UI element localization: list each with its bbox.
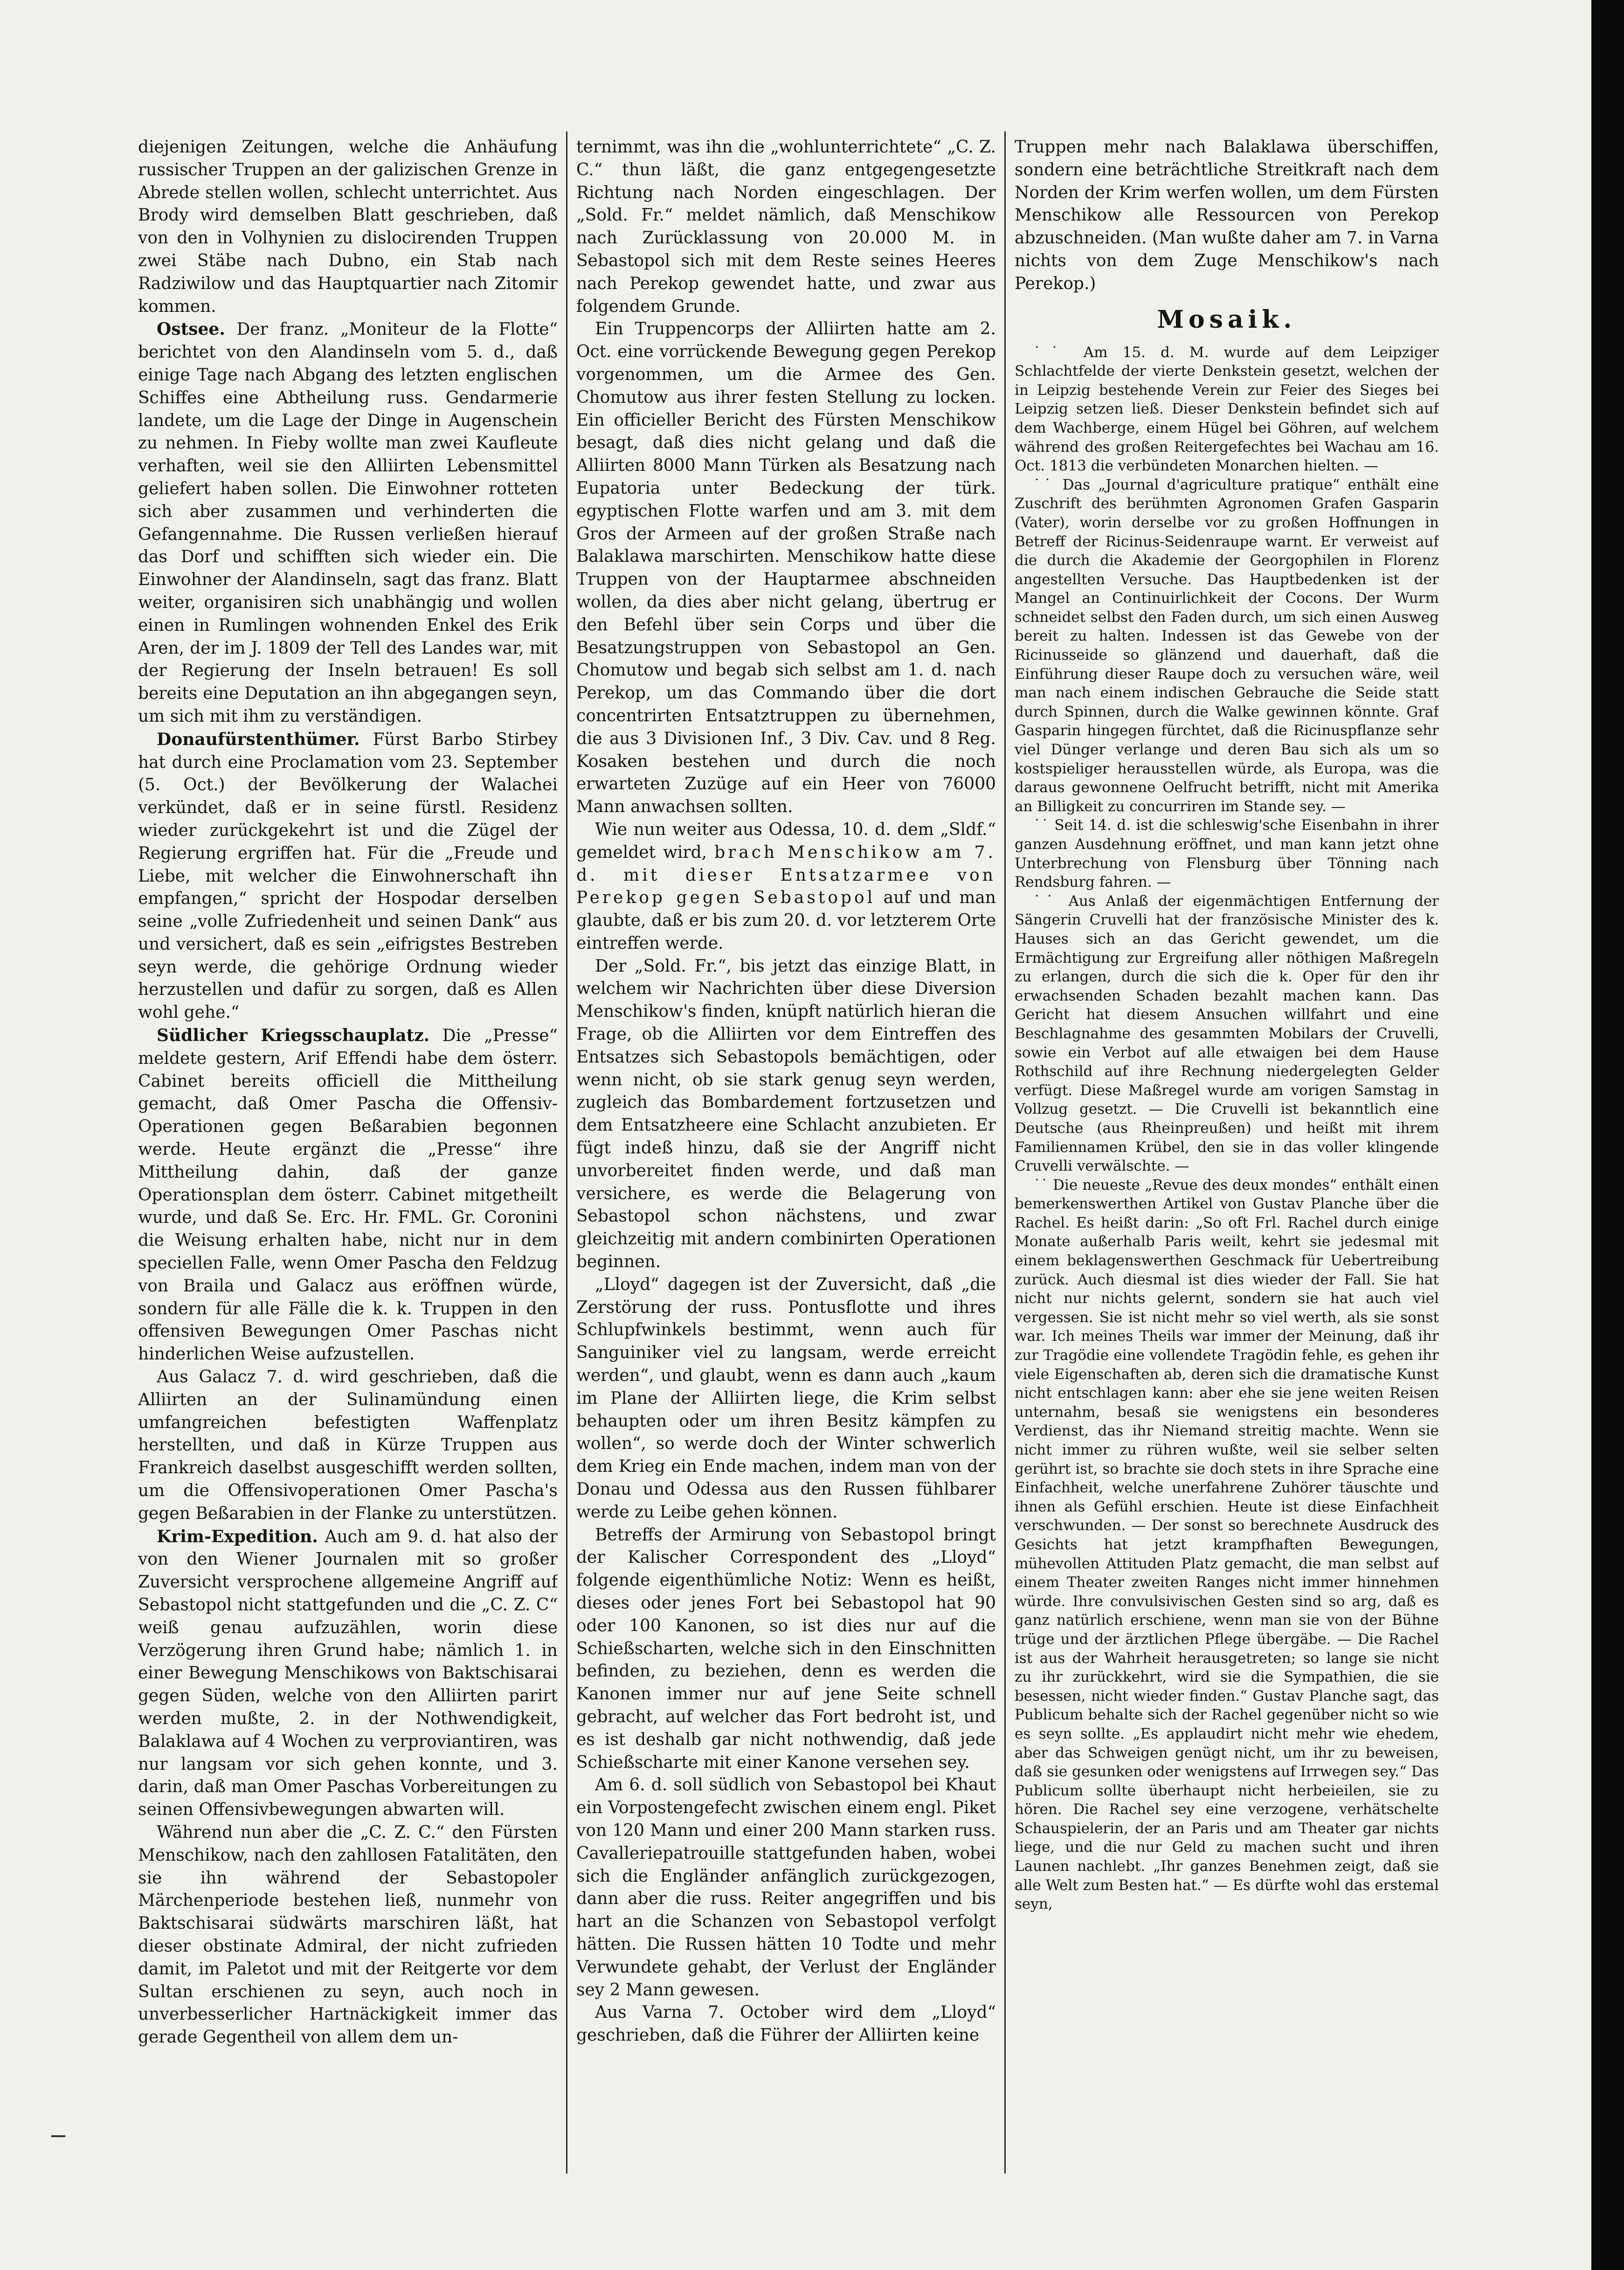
paragraph: [576, 819, 996, 955]
section-title-mosaik: Mosaik.: [1157, 305, 1297, 334]
mosaik-item: ˙˙ Am 15. d. M. wurde auf dem Leipziger Schlachtfelde der vierte Denkstein gesetzt, welchen der in Leipzig bestehende Verein zur Feier des Sieges bei Leipzig setzen ließ. Dieser Denkstein befindet sich auf dem Wachberge, einem Hügel bei Göhren, auf welchem während des großen Reitergefechtes bei Wachau am 16. Oct. 1813 die verbündeten Monarchen hielten. —: [1015, 344, 1439, 475]
paragraph: Aus Galacz 7. d. wird geschrieben, daß die Alliirten an der Sulinamündung einen umfangreichen befestigten Waffenplatz herstellten, und daß in Kürze Truppen aus Frankreich daselbst ausgeschifft werden sollten, um die Offensivoperationen Omer Pascha's gegen Beßarabien in der Flanke zu unterstützen.: [138, 1367, 558, 1523]
paragraph: Betreffs der Armirung von Sebastopol bringt der Kalischer Correspondent des „Lloyd“ folgende eigenthümliche Notiz: Wenn es heißt, dieses oder jenes Fort bei Sebastopol hat 90 oder 100 Kanonen, so ist dies nur auf die Schießscharten, welche sich in den Einschnitten befinden, zu beziehen, denn es werden die Kanonen immer nur auf jene Seite schnell gebracht, auf welcher das Fort bedroht ist, und es ist deshalb gar nicht nothwendig, daß jede Schießscharte mit einer Kanone versehen sey.: [576, 1525, 996, 1772]
section-heading: Krim-Expedition.: [157, 1526, 318, 1546]
section-text: Auch am 9. d. hat also der von den Wiener Journalen mit so großer Zuversicht versprochene allgemeine Angriff auf Sebastopol nicht stattgefunden und die „C. Z. C“ weiß genau aufzuzählen, worin diese Verzögerung ihren Grund habe; nämlich 1. in einer Bewegung Menschikows von Baktschisarai gegen Süden, welche von den Alliirten parirt werden mußte, 2. in der Nothwendigkeit, Balaklawa auf 4 Wochen zu verproviantiren, was nur langsam vor sich gehen konnte, und 3. darin, daß man Omer Paschas Vorbereitungen zu seinen Offensivbewegungen abwarten will.: [138, 1527, 558, 1820]
column-1: [138, 136, 558, 2169]
paragraph: „Lloyd“ dagegen ist der Zuversicht, daß „die Zerstörung der russ. Pontusflotte und ihres Schlupfwinkels bestimmt, wenn auch für Sanguiniker viel zu langsam, werde erreicht werden“, und glaubt, wenn es dann auch „kaum im Plane der Alliirten liege, die Krim selbst behaupten oder um ihren Besitz kämpfen zu wollen“, so werde doch der Winter schwerlich dem Krieg ein Ende machen, indem man von der Donau und Odessa aus den Russen fühlbarer werde zu Leibe gehen können.: [576, 1275, 996, 1522]
section-text: Fürst Barbo Stirbey hat durch eine Proclamation vom 23. September (5. Oct.) der Bevölkerung der Walachei verkündet, daß er in seine fürstl. Residenz wieder zurückgekehrt ist und die Zügel der Regierung ergriffen hat. Für die „Freude und Liebe, mit welcher die Einwohnerschaft ihn empfangen,“ spricht der Hospodar derselben seine „volle Zufriedenheit und seinen Dank“ aus und versichert, daß es sein „eifrigstes Bestreben seyn werde, die gehörige Ordnung wieder herzustellen und dafür zu sorgen, daß es Allen wohl gehe.“: [138, 730, 558, 1022]
section-text: Die „Presse“ meldete gestern, Arif Effendi habe dem österr. Cabinet bereits officiell die Mittheilung gemacht, daß Omer Pascha die Offensiv-Operationen gegen Beßarabien begonnen werde. Heute ergänzt die „Presse“ ihre Mittheilung dahin, daß der ganze Operationsplan dem österr. Cabinet mitgetheilt wurde, und daß Se. Erc. Hr. FML. Gr. Coronini die Weisung erhalten habe, nicht nur in dem speciellen Falle, wenn Omer Pascha den Feldzug von Braila und Galacz aus eröffnen würde, sondern für alle Fälle die k. k. Truppen in den offensiven Bewegungen Omer Paschas nicht hinderlichen Weise aufzustellen.: [138, 1026, 558, 1364]
paragraph: Während nun aber die „C. Z. C.“ den Fürsten Menschikow, nach den zahllosen Fatalitäten, den sie ihn während der Sebastopoler Märchenperiode bestehen ließ, nunmehr von Baktschisarai südwärts marschiren läßt, hat dieser obstinate Admiral, der nicht zufrieden damit, im Paletot und mit der Reitgerte vor dem Sultan erschienen zu seyn, auch noch in unverbesserlicher Hartnäckigkeit immer das gerade Gegentheil von allem dem un-: [138, 1822, 558, 2047]
scan-edge: [1591, 0, 1624, 2270]
section-heading: Südlicher Kriegsschauplatz.: [157, 1026, 430, 1046]
paragraph: Truppen mehr nach Balaklawa überschiffen, sondern eine beträchtliche Streitkraft nach dem Norden der Krim werfen wollen, um dem Fürsten Menschikow alle Ressourcen von Perekop abzuschneiden. (Man wußte daher am 7. in Varna nichts von dem Zuge Menschikow's nach Perekop.): [1015, 138, 1439, 293]
section-ostsee: [138, 318, 558, 728]
section-heading: Ostsee.: [157, 319, 225, 339]
paragraph: Aus Varna 7. October wird dem „Lloyd“ geschrieben, daß die Führer der Alliirten keine: [576, 2003, 996, 2045]
mosaik-item: ˙˙ Seit 14. d. ist die schleswig'sche Eisenbahn in ihrer ganzen Ausdehnung eröffnet, und man kann jetzt ohne Unterbrechung von Flensburg über Tönning nach Rendsburg fahren. —: [1015, 817, 1439, 891]
mosaik-item: ˙˙ Aus Anlaß der eigenmächtigen Entfernung der Sängerin Cruvelli hat der französische Minister des k. Hauses sich an das Gericht gewendet, um die Ermächtigung zur Ergreifung aller nöthigen Maßregeln zu erlangen, durch die sich die k. Oper für den ihr erwachsenden Schaden bezahlt machen kann. Das Gericht hat diesem Ansuchen willfahrt und eine Beschlagnahme des gesammten Mobilars der Cruvelli, sowie ein Verbot auf alle etwaigen bei dem Hause Rothschild auf ihre Rechnung niedergelegten Gelder verfügt. Diese Maßregel wurde am vorigen Samstag in Vollzug gesetzt. — Die Cruvelli ist bekanntlich eine Deutsche (aus Rheinpreußen) und heißt mit ihrem Familiennamen Krübel, den sie in das voller klingende Cruvelli verwälschte. —: [1015, 892, 1439, 1175]
section-sued: [138, 1024, 558, 1366]
column-3: [1015, 136, 1439, 2169]
column-rule-2: [1004, 131, 1006, 2173]
mosaik-item: ˙˙ Das „Journal d'agriculture pratique“ enthält eine Zuschrift des berühmten Agronomen Grafen Gasparin (Vater), worin derselbe vor zu großen Hoffnungen in Betreff der Ricinus-Seidenraupe warnt. Er verweist auf die durch die Akademie der Georgophilen in Florenz angestellten Versuche. Das Hauptbedenken ist der Mangel an Continuirlichkeit der Cocons. Der Wurm schneidet selbst den Faden durch, um sich einen Ausweg bereit zu halten. Indessen ist das Gewebe von der Ricinusseide so glänzend und dauerhaft, daß die Einführung dieser Raupe doch zu versuchen wäre, weil man nach einem indischen Gebrauche die Seide statt durch Spinnen, durch die Walke gewinnen könnte. Graf Gasparin hingegen fürchtet, daß die Ricinuspflanze sehr viel Dünger verlange und deren Bau sich als um so kostspieliger herausstellen würde, als Europa, was die daraus gewonnene Oelfrucht betrifft, nicht mit Amerika an Billigkeit zu concurriren im Stande sey. —: [1015, 476, 1439, 815]
column-rule-1: [566, 131, 567, 2173]
newspaper-page: [138, 136, 1439, 2169]
paragraph: Der „Sold. Fr.“, bis jetzt das einzige Blatt, in welchem wir Nachrichten über diese Diversion Menschikow's finden, knüpft natürlich hieran die Frage, ob die Alliirten vor dem Eintreffen des Entsatzes sich Sebastopols bemächtigen, oder wenn nicht, ob sie stark genug seyn werden, zugleich das Bombardement fortzusetzen und dem Entsatzheere eine Schlacht anzubieten. Er fügt indeß hinzu, daß sie der Angriff nicht unvorbereitet finden werde, und daß man versichere, es werde die Belagerung von Sebastopol schon nächstens, und zwar gleichzeitig mit andern combinirten Operationen beginnen.: [576, 956, 996, 1272]
emphasized-text: brach Menschikow am 7. d. mit dieser Entsatzarmee von Perekop gegen Sebastopol: [576, 842, 996, 908]
section-donau: [138, 728, 558, 1024]
section-heading: Donaufürstenthümer.: [157, 729, 360, 749]
mosaik-item: ˙˙ Die neueste „Revue des deux mondes“ enthält einen bemerkenswerthen Artikel von Gustav Planche über die Rachel. Es heißt darin: „So oft Frl. Rachel durch einige Monate außerhalb Paris weilt, kehrt sie jedesmal mit einem beklagenswerthen Geschmack für Uebertreibung zurück. Auch diesmal ist dies wieder der Fall. Sie hat nicht nur nichts gelernt, sondern sie hat auch viel vergessen. Sie ist nicht mehr so viel werth, als sie sonst war. Ich meines Theils war immer der Meinung, daß ihr zur Tragödie eine vollendete Tragödin fehle, es gehen ihr viele Eigenschaften ab, deren sich die dramatische Kunst nicht entschlagen kann: aber ehe sie jene weiten Reisen unternahm, besaß sie wenigstens ein besonderes Verdienst, das ihr Niemand streitig machte. Wenn sie nicht immer zu rühren wußte, weil sie selber selten gerührt ist, so brachte sie doch stets in ihre Sprache eine Einfachheit, welche unerfahrene Zuhörer täuschte und ihnen als Gefühl erschien. Heute ist diese Einfachheit verschwunden. — Der sonst so berechnete Ausdruck des Gesichts hat jetzt krampfhaften Bewegungen, mühevollen Attituden Platz gemacht, die man selbst auf einem Theater zweiten Ranges nicht immer hinnehmen würde. Ihre convulsivischen Gesten sind so arg, daß es ganz natürlich erschiene, wenn man sie von der Bühne trüge und der ärztlichen Pflege übergäbe. — Die Rachel ist aus der Wahrheit herausgetreten; so lange sie nicht zu ihr zurückkehrt, wird sie die Sympathien, die sie besessen, nicht wieder finden.“ Gustav Planche sagt, das Publicum behalte sich der Rachel gegenüber nicht so wie es seyn sollte. „Es applaudirt nicht mehr wie ehedem, aber das Schweigen genügt nicht, um ihr zu beweisen, daß sie gesunken oder wenigstens auf Irrwegen sey.“ Das Publicum sollte überhaupt nicht herbeieilen, sie zu hören. Die Rachel sey eine verzogene, verhätschelte Schauspielerin, der an Paris und am Theater gar nichts liege, und die nur Geld zu machen sucht und ihren Launen nachlebt. „Ihr ganzes Benehmen zeigt, daß sie alle Welt zum Besten hat.“ — Es dürfte wohl das erstemal seyn,: [1015, 1176, 1439, 1913]
paragraph: Ein Truppencorps der Alliirten hatte am 2. Oct. eine vorrückende Bewegung gegen Perekop vorgenommen, um die Armee des Gen. Chomutow aus ihrer festen Stellung zu locken. Ein officieller Bericht des Fürsten Menschikow besagt, daß dies nicht gelang und daß die Alliirten 8000 Mann Türken als Besatzung nach Eupatoria unter Bedeckung der türk. egyptischen Flotte warfen und am 3. mit dem Gros der Armeen auf der großen Straße nach Balaklawa marschirten. Menschikow hatte diese Truppen von der Hauptarmee abschneiden wollen, da dies aber nicht gelang, übertrug er den Befehl über sein Corps und über die Besatzungstruppen von Sebastopol an Gen. Chomutow und begab sich selbst am 1. d. nach Perekop, um das Commando über die dort concentrirten Entsatztruppen zu übernehmen, die aus 3 Divisionen Inf., 3 Div. Cav. und 8 Reg. Kosaken bestehen und durch die noch erwarteten Zuzüge auf ein Heer von 76000 Mann anwachsen sollten.: [576, 319, 996, 817]
margin-mark: [51, 2135, 65, 2137]
section-text: Der franz. „Moniteur de la Flotte“ berichtet von den Alandinseln vom 5. d., daß einige Tage nach Abgang des letzten englischen Schiffes eine Abtheilung russ. Gendarmerie landete, um die Lage der Dinge in Augenschein zu nehmen. In Fieby wollte man zwei Kaufleute verhaften, weil sie den Alliirten Lebensmittel geliefert haben sollen. Die Einwohner rotteten sich aber zusammen und verhinderten die Gefangennahme. Die Russen verließen hierauf das Dorf und schifften sich wieder ein. Die Einwohner der Alandinseln, sagt das franz. Blatt weiter, organisiren sich unabhängig und wollen einen in Rumlingen wohnenden Enkel des Erik Aren, der im J. 1809 der Tell des Landes war, mit der Regierung der Inseln betrauen! Es soll bereits eine Deputation an ihn abgegangen seyn, um sich mit ihm zu verständigen.: [138, 320, 558, 726]
text-run: Wie nun weiter aus Odessa, 10. d. dem „Sldf.“ gemeldet wird,: [576, 820, 996, 862]
column-2: [576, 136, 996, 2169]
text-run: auf und man glaubte, daß er bis zum 20. d. vor letzterem Orte eintreffen werde.: [576, 888, 996, 953]
paragraph: Am 6. d. soll südlich von Sebastopol bei Khaut ein Vorpostengefecht zwischen einem engl. Piket von 120 Mann und einer 200 Mann starken russ. Cavalleriepatrouille stattgefunden haben, wobei sich die Engländer anfänglich zurückgezogen, dann aber die russ. Reiter angegriffen und bis hart an die Schanzen von Sebastopol verfolgt hätten. Die Russen hätten 10 Todte und mehr Verwundete gehabt, der Verlust der Engländer sey 2 Mann gewesen.: [576, 1775, 996, 2000]
section-krim: [138, 1525, 558, 1822]
mosaik-section: [1015, 343, 1439, 1914]
paragraph: ternimmt, was ihn die „wohlunterrichtete“ „C. Z. C.“ thun läßt, die ganz entgegengesetzte Richtung nach Norden eingeschlagen. Der „Sold. Fr.“ meldet nämlich, daß Menschikow nach Zurücklassung von 20.000 M. in Sebastopol sich mit dem Reste seines Heeres nach Perekop gewendet hatte, und zwar aus folgendem Grunde.: [576, 138, 996, 316]
paragraph: diejenigen Zeitungen, welche die Anhäufung russischer Truppen an der galizischen Grenze in Abrede stellen wollen, schlecht unterrichtet. Aus Brody wird demselben Blatt geschrieben, daß von den in Volhynien zu dislocirenden Truppen zwei Stäbe nach Dubno, ein Stab nach Radziwilow und das Hauptquartier nach Zitomir kommen.: [138, 138, 558, 316]
